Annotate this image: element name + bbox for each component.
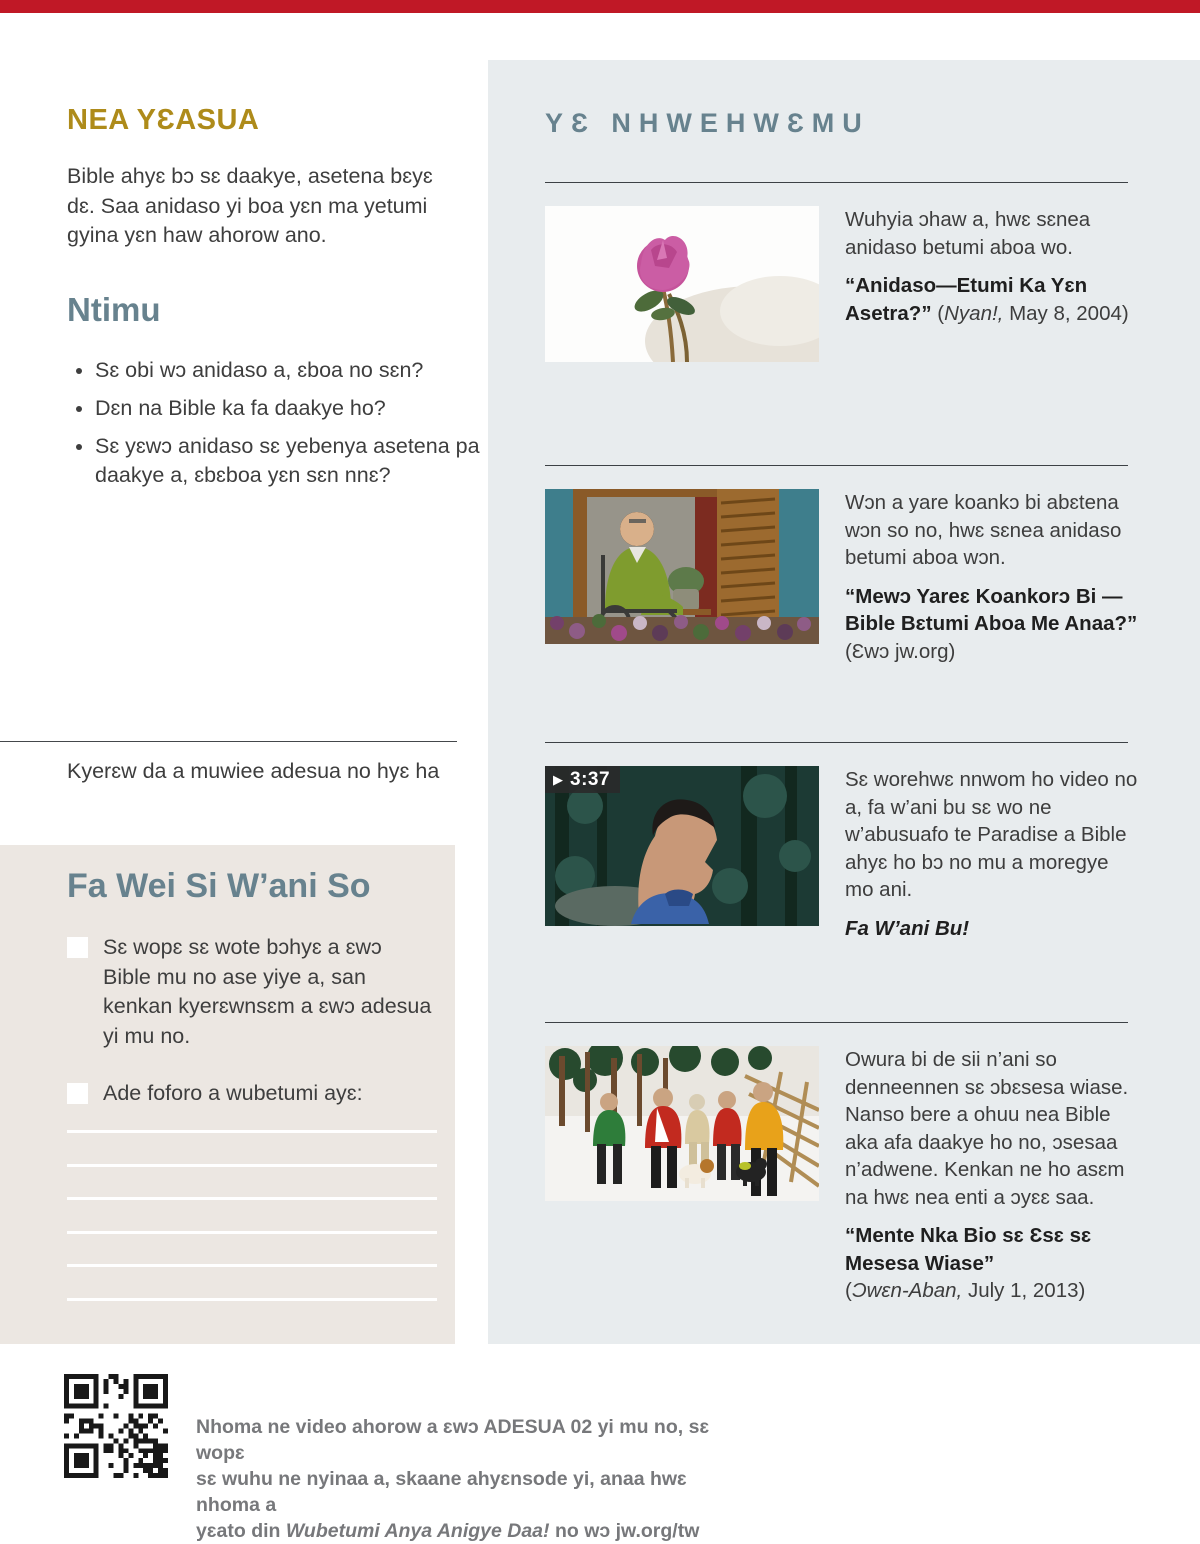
research-row [545,489,1139,665]
research-item-text: Sɛ worehwɛ nnwom ho video no a, fa w’ani bu sɛ wo ne w’abusuafo te Paradise a Bible ahyɛ ho bɔ no mu a moregye mo ani. [845,768,1138,901]
research-item-title: Fa W’ani Bu! [845,916,970,940]
video-duration: 3:37 [570,768,611,790]
rose-photo [545,206,819,362]
research-row [545,1046,1139,1305]
footer-note-line: Nhoma ne video ahorow a ɛwɔ ADESUA 02 yi mu no, sɛ wopɛ [196,1416,710,1464]
checkbox [67,937,88,958]
focus-item-text: Ade foforo a wubetumi ayɛ: [103,1081,363,1105]
focus-box [0,845,455,1344]
research-row [545,766,1139,942]
section-title-learned: NEA YƐASUA [67,104,260,136]
section-title-ntimu: Ntimu [67,291,161,328]
focus-item-text: Sɛ wopɛ sɛ wote bɔhyɛ a ɛwɔ Bible mu no ase yiye a, san kenkan kyerɛwnsɛm a ɛwɔ adesua yi mu no. [103,935,432,1048]
focus-item-row [67,1079,435,1109]
research-row [545,206,1139,362]
footer-note [196,1414,736,1544]
divider [0,741,457,742]
writing-line [67,1164,437,1167]
winter-walk-photo [545,1046,819,1201]
focus-box-title: Fa Wei Si W’ani So [67,867,371,905]
research-item-text: Owura bi de sii n’ani so denneennen sɛ ɔbɛsesa wiase. Nanso bere a ohuu nea Bible aka afa daakye ho no, ɔsesaa n’adwene. Kenkan ne ho asɛm na hwɛ nea enti a ɔyɛɛ saa. [845,1048,1129,1209]
research-item-reference: (Ɔwɛn-Aban, July 1, 2013) [845,1279,1086,1302]
video-duration-badge [545,766,620,793]
review-question: • Sɛ obi wɔ anidaso a, ɛboa no sɛn? [95,356,497,385]
top-accent-bar [0,0,1200,13]
writing-line [67,1264,437,1267]
writing-line [67,1298,437,1301]
research-item-text: Wɔn a yare koankɔ bi abɛtena wɔn so no, hwɛ sɛnea anidaso betumi aboa wɔn. [845,491,1122,569]
footer-note-line: yɛato din Wubetumi Anya Anigye Daa! no wɔ jw.org/tw [196,1520,700,1542]
research-item-reference: (Ɛwɔ jw.org) [845,639,956,663]
writing-line [67,1130,437,1133]
section-title-research: YƐ NHWEHWƐMU [545,108,870,138]
row-divider [545,465,1128,466]
completion-date-label: Kyerɛw da a muwiee adesua no hyɛ ha [67,759,440,783]
learned-summary: Bible ahyɛ bɔ sɛ daakye, asetena bɛyɛ dɛ. Saa anidaso yi boa yɛn ma yetumi gyina yɛn haw ahorow ano. [67,164,433,247]
research-item-title: “Mente Nka Bio sɛ Ɛsɛ sɛ Mesesa Wiase” [845,1224,1092,1275]
row-divider [545,1022,1128,1023]
review-questions [67,356,497,499]
qr-code [64,1374,168,1478]
row-divider [545,742,1128,743]
row-divider [545,182,1128,183]
footer-note-line: sɛ wuhu ne nyinaa a, skaane ahyɛnsode yi, anaa hwɛ nhoma a [196,1468,687,1516]
review-question: • Dɛn na Bible ka fa daakye ho? [95,394,497,423]
man-at-window-photo [545,489,819,644]
research-item-reference: (Nyan!, May 8, 2004) [937,301,1129,325]
research-item-title: “Mewɔ Yareɛ Koankorɔ Bi —Bible Bɛtumi Aboa Me Anaa?” (Ɛwɔ jw.org) [845,584,1138,663]
focus-item-row [67,933,435,1051]
writing-line [67,1197,437,1200]
research-item-text: Wuhyia ɔhaw a, hwɛ sɛnea anidaso betumi aboa wo. [845,208,1091,259]
writing-line [67,1231,437,1234]
writing-lines [67,1130,437,1331]
research-panel [488,60,1200,1344]
play-icon: ▶ [553,772,563,787]
review-question: • Sɛ yɛwɔ anidaso sɛ yebenya asetena pa daakye a, ɛbɛboa yɛn sɛn nnɛ? [95,432,497,490]
music-video-thumbnail [545,766,819,926]
checkbox [67,1083,88,1104]
research-item-title: “Anidaso—Etumi Ka Yɛn Asetra?” (Nyan!, May 8, 2004) [845,274,1129,325]
